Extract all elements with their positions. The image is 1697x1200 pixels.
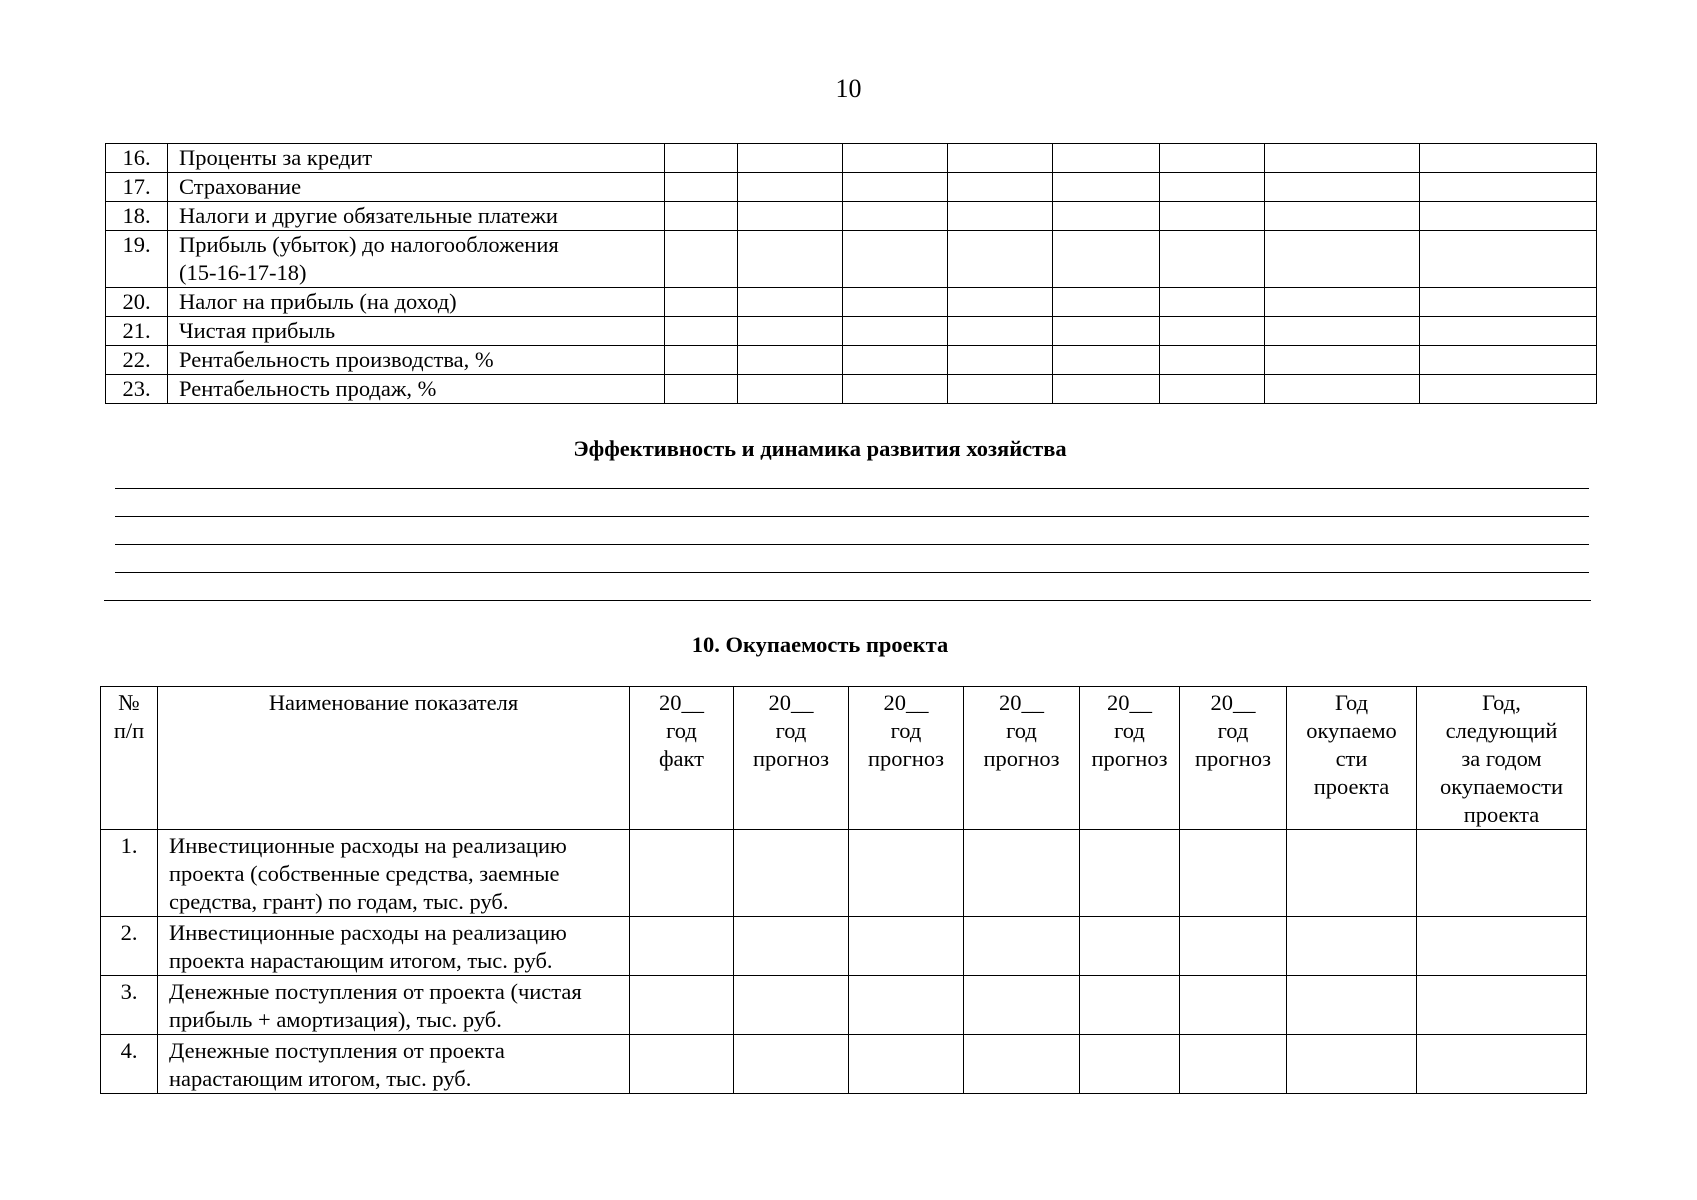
empty-value-cell[interactable] <box>1265 144 1420 173</box>
empty-value-cell[interactable] <box>1053 288 1160 317</box>
header-year-forecast: 20__ год прогноз <box>849 687 964 830</box>
empty-value-cell[interactable] <box>948 288 1053 317</box>
empty-value-cell[interactable] <box>1420 288 1597 317</box>
empty-value-cell[interactable] <box>665 144 738 173</box>
empty-value-cell[interactable] <box>849 917 964 976</box>
table-row <box>106 346 1597 375</box>
empty-value-cell[interactable] <box>1080 917 1180 976</box>
empty-value-cell[interactable] <box>948 173 1053 202</box>
blank-line <box>104 600 1591 601</box>
row-indicator-name: Денежные поступления от проекта (чистая прибыль + амортизация), тыс. руб. <box>158 976 630 1035</box>
table-row <box>106 317 1597 346</box>
empty-value-cell[interactable] <box>630 976 734 1035</box>
empty-value-cell[interactable] <box>734 917 849 976</box>
empty-value-cell[interactable] <box>1053 202 1160 231</box>
table-row <box>106 173 1597 202</box>
header-year-forecast: 20__ год прогноз <box>734 687 849 830</box>
header-year-forecast: 20__ год прогноз <box>1080 687 1180 830</box>
empty-value-cell[interactable] <box>1160 202 1265 231</box>
page-number: 10 <box>835 74 862 103</box>
empty-value-cell[interactable] <box>1265 346 1420 375</box>
empty-value-cell[interactable] <box>1053 317 1160 346</box>
row-number: 22. <box>106 346 168 375</box>
empty-value-cell[interactable] <box>1160 144 1265 173</box>
empty-value-cell[interactable] <box>843 231 948 288</box>
empty-value-cell[interactable] <box>1053 144 1160 173</box>
empty-value-cell[interactable] <box>738 288 843 317</box>
empty-value-cell[interactable] <box>630 830 734 917</box>
empty-value-cell[interactable] <box>1080 976 1180 1035</box>
table-row <box>106 288 1597 317</box>
empty-value-cell[interactable] <box>843 173 948 202</box>
table-row <box>106 375 1597 404</box>
empty-value-cell[interactable] <box>1180 830 1287 917</box>
blank-line <box>115 544 1589 545</box>
empty-value-cell[interactable] <box>1180 917 1287 976</box>
empty-value-cell[interactable] <box>1080 1035 1180 1094</box>
empty-value-cell[interactable] <box>843 144 948 173</box>
table-row <box>101 917 1587 976</box>
empty-value-cell[interactable] <box>1420 346 1597 375</box>
empty-value-cell[interactable] <box>1287 830 1417 917</box>
row-indicator-name: Рентабельность продаж, % <box>168 375 665 404</box>
empty-value-cell[interactable] <box>630 917 734 976</box>
empty-value-cell[interactable] <box>849 830 964 917</box>
empty-value-cell[interactable] <box>738 231 843 288</box>
empty-value-cell[interactable] <box>1180 1035 1287 1094</box>
empty-value-cell[interactable] <box>849 1035 964 1094</box>
empty-value-cell[interactable] <box>665 202 738 231</box>
empty-value-cell[interactable] <box>843 288 948 317</box>
empty-value-cell[interactable] <box>665 346 738 375</box>
empty-value-cell[interactable] <box>843 317 948 346</box>
empty-value-cell[interactable] <box>738 375 843 404</box>
empty-value-cell[interactable] <box>948 202 1053 231</box>
row-indicator-name: Инвестиционные расходы на реализацию проекта (собственные средства, заемные средства, грант) по годам, тыс. руб. <box>158 830 630 917</box>
empty-value-cell[interactable] <box>1160 231 1265 288</box>
empty-value-cell[interactable] <box>665 375 738 404</box>
empty-value-cell[interactable] <box>1080 830 1180 917</box>
empty-value-cell[interactable] <box>1265 231 1420 288</box>
empty-value-cell[interactable] <box>1160 317 1265 346</box>
empty-value-cell[interactable] <box>1287 976 1417 1035</box>
row-indicator-name: Налог на прибыль (на доход) <box>168 288 665 317</box>
empty-value-cell[interactable] <box>964 830 1080 917</box>
header-payback-year: Год окупаемо сти проекта <box>1287 687 1417 830</box>
payback-table <box>100 686 1587 1094</box>
section-payback-title: 10. Окупаемость проекта <box>691 632 949 657</box>
empty-value-cell[interactable] <box>1160 173 1265 202</box>
empty-value-cell[interactable] <box>964 976 1080 1035</box>
empty-value-cell[interactable] <box>738 317 843 346</box>
empty-value-cell[interactable] <box>738 202 843 231</box>
empty-value-cell[interactable] <box>734 976 849 1035</box>
empty-value-cell[interactable] <box>1265 173 1420 202</box>
row-indicator-name: Прибыль (убыток) до налогообложения (15-16-17-18) <box>168 231 665 288</box>
row-number: 19. <box>106 231 168 288</box>
header-following-year: Год, следующий за годом окупаемости проекта <box>1417 687 1587 830</box>
blank-line <box>115 572 1589 573</box>
row-number: 3. <box>101 976 158 1035</box>
empty-value-cell[interactable] <box>1160 346 1265 375</box>
row-number: 2. <box>101 917 158 976</box>
empty-value-cell[interactable] <box>665 288 738 317</box>
empty-value-cell[interactable] <box>665 231 738 288</box>
empty-value-cell[interactable] <box>1420 202 1597 231</box>
row-indicator-name: Рентабельность производства, % <box>168 346 665 375</box>
empty-value-cell[interactable] <box>1265 288 1420 317</box>
table-row <box>101 830 1587 917</box>
blank-line <box>115 516 1589 517</box>
header-indicator-name: Наименование показателя <box>158 687 630 830</box>
empty-value-cell[interactable] <box>1287 917 1417 976</box>
empty-value-cell[interactable] <box>843 346 948 375</box>
row-number: 23. <box>106 375 168 404</box>
empty-value-cell[interactable] <box>1420 173 1597 202</box>
row-number: 16. <box>106 144 168 173</box>
empty-value-cell[interactable] <box>843 202 948 231</box>
row-indicator-name: Денежные поступления от проекта нарастающим итогом, тыс. руб. <box>158 1035 630 1094</box>
empty-value-cell[interactable] <box>1420 231 1597 288</box>
empty-value-cell[interactable] <box>964 1035 1080 1094</box>
empty-value-cell[interactable] <box>1053 173 1160 202</box>
row-indicator-name: Инвестиционные расходы на реализацию проекта нарастающим итогом, тыс. руб. <box>158 917 630 976</box>
empty-value-cell[interactable] <box>630 1035 734 1094</box>
row-indicator-name: Страхование <box>168 173 665 202</box>
empty-value-cell[interactable] <box>964 917 1080 976</box>
row-number: 4. <box>101 1035 158 1094</box>
empty-value-cell[interactable] <box>1417 917 1587 976</box>
row-number: 1. <box>101 830 158 917</box>
table-row <box>106 231 1597 288</box>
section-efficiency-title: Эффективность и динамика развития хозяйства <box>573 436 1067 461</box>
empty-value-cell[interactable] <box>1287 1035 1417 1094</box>
empty-value-cell[interactable] <box>948 144 1053 173</box>
table-row <box>106 144 1597 173</box>
row-number: 21. <box>106 317 168 346</box>
empty-value-cell[interactable] <box>1265 375 1420 404</box>
empty-value-cell[interactable] <box>948 346 1053 375</box>
row-indicator-name: Проценты за кредит <box>168 144 665 173</box>
table-row <box>101 976 1587 1035</box>
empty-value-cell[interactable] <box>738 144 843 173</box>
header-number: № п/п <box>101 687 158 830</box>
empty-value-cell[interactable] <box>1417 1035 1587 1094</box>
row-indicator-name: Чистая прибыль <box>168 317 665 346</box>
empty-value-cell[interactable] <box>1265 202 1420 231</box>
empty-value-cell[interactable] <box>1420 317 1597 346</box>
empty-value-cell[interactable] <box>738 173 843 202</box>
empty-value-cell[interactable] <box>738 346 843 375</box>
empty-value-cell[interactable] <box>1160 375 1265 404</box>
table-row <box>106 202 1597 231</box>
payback-header-row <box>101 687 1587 830</box>
empty-value-cell[interactable] <box>843 375 948 404</box>
empty-value-cell[interactable] <box>1265 317 1420 346</box>
header-year-forecast: 20__ год прогноз <box>1180 687 1287 830</box>
row-number: 17. <box>106 173 168 202</box>
blank-line <box>115 488 1589 489</box>
empty-value-cell[interactable] <box>1160 288 1265 317</box>
empty-value-cell[interactable] <box>1420 375 1597 404</box>
empty-value-cell[interactable] <box>948 375 1053 404</box>
header-year-forecast: 20__ год прогноз <box>964 687 1080 830</box>
empty-value-cell[interactable] <box>1420 144 1597 173</box>
empty-value-cell[interactable] <box>734 830 849 917</box>
row-number: 18. <box>106 202 168 231</box>
empty-value-cell[interactable] <box>948 231 1053 288</box>
empty-value-cell[interactable] <box>1180 976 1287 1035</box>
empty-value-cell[interactable] <box>849 976 964 1035</box>
row-number: 20. <box>106 288 168 317</box>
empty-value-cell[interactable] <box>948 317 1053 346</box>
empty-value-cell[interactable] <box>1417 830 1587 917</box>
empty-value-cell[interactable] <box>665 173 738 202</box>
empty-value-cell[interactable] <box>734 1035 849 1094</box>
empty-value-cell[interactable] <box>1053 346 1160 375</box>
empty-value-cell[interactable] <box>1417 976 1587 1035</box>
header-year-fact: 20__ год факт <box>630 687 734 830</box>
row-indicator-name: Налоги и другие обязательные платежи <box>168 202 665 231</box>
empty-value-cell[interactable] <box>665 317 738 346</box>
financial-indicators-table <box>105 143 1597 404</box>
empty-value-cell[interactable] <box>1053 231 1160 288</box>
table-row <box>101 1035 1587 1094</box>
empty-value-cell[interactable] <box>1053 375 1160 404</box>
